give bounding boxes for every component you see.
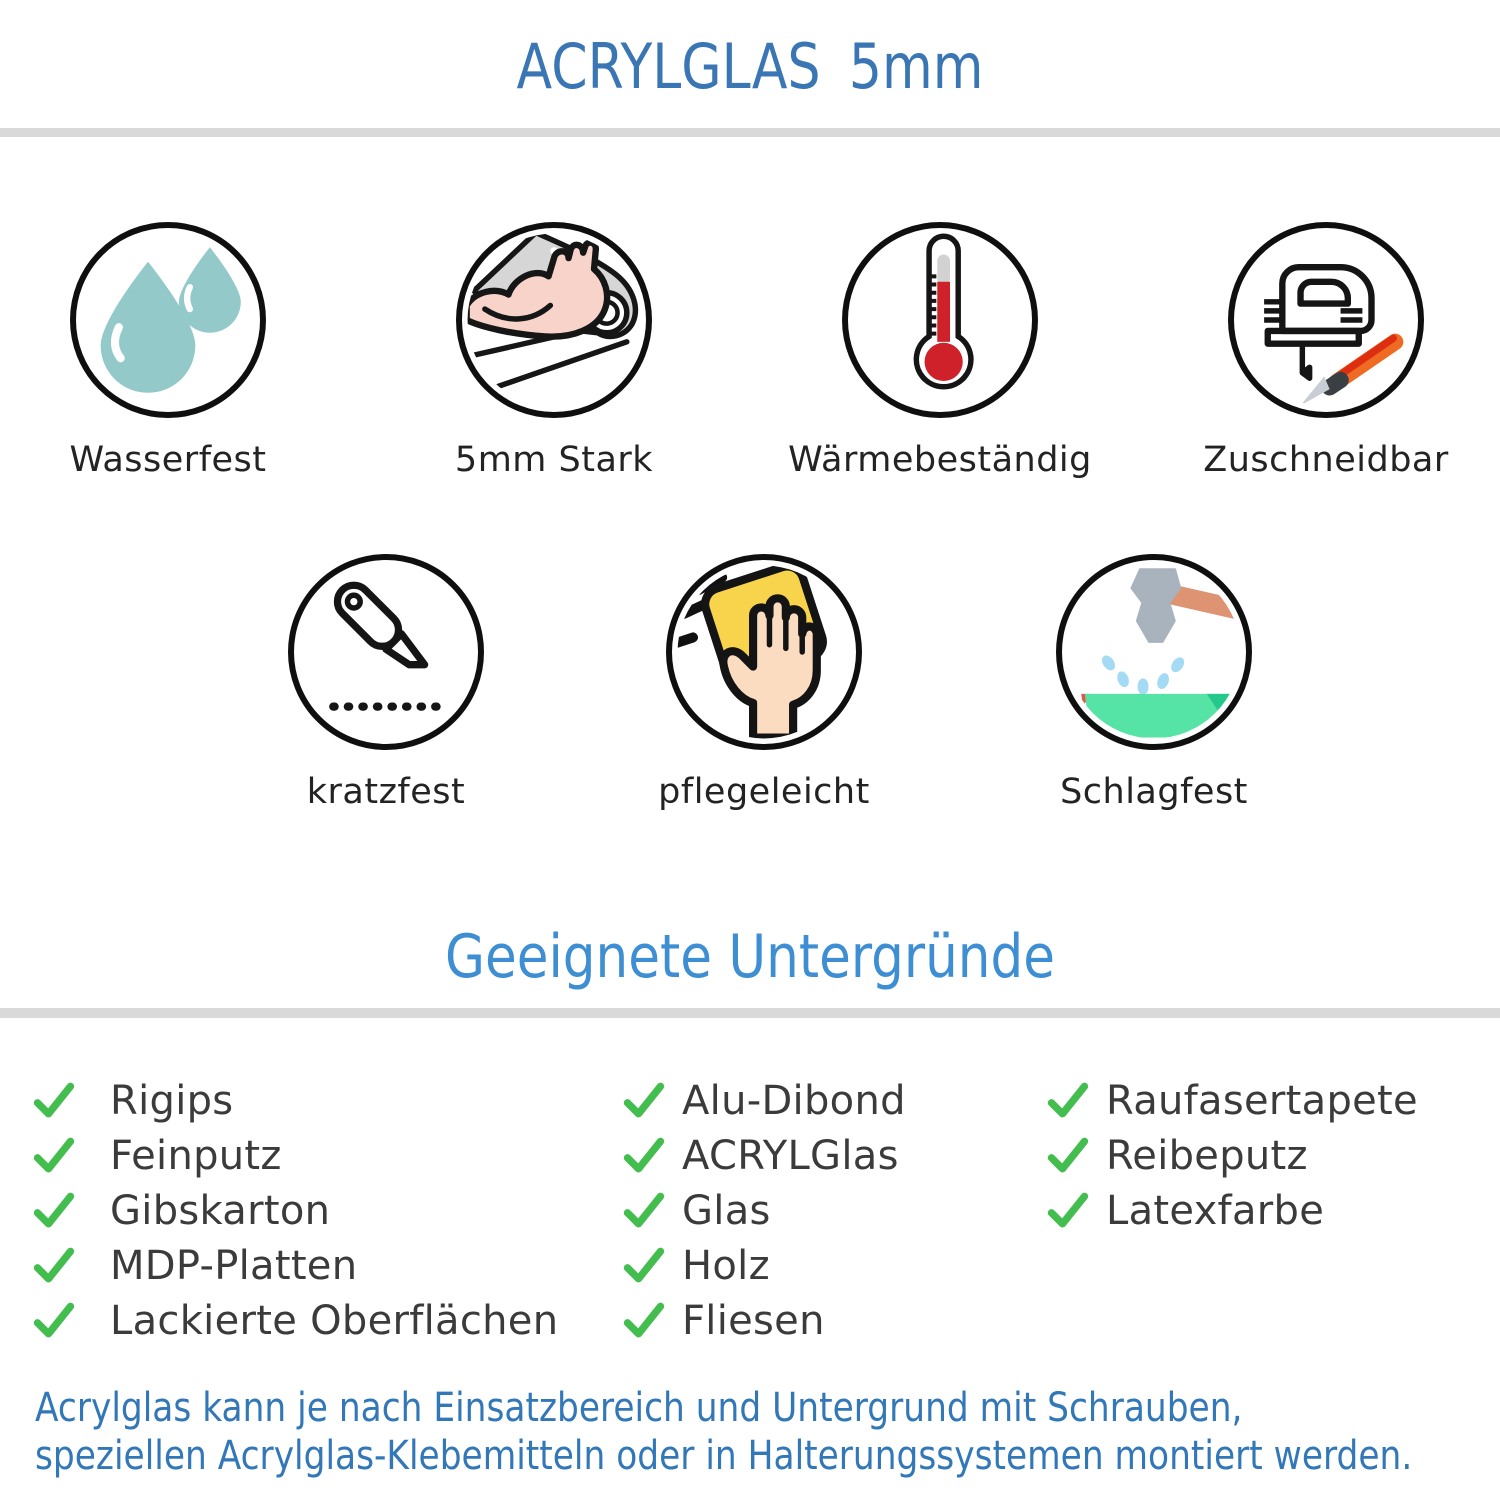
footnote-line-2: speziellen Acrylglas-Klebemitteln oder in Halterungssystemen montiert werden. [35, 1433, 1413, 1479]
substrate-label: Reibeputz [1106, 1132, 1308, 1179]
substrate-item [32, 1183, 558, 1238]
substrate-label: Fliesen [682, 1297, 825, 1344]
thermometer-icon [849, 229, 1031, 411]
check-icon [32, 1134, 76, 1178]
muscle-arm-icon [463, 229, 645, 411]
feature-kratzfest [196, 554, 576, 812]
wiping-hand-icon [673, 561, 855, 743]
substrate-item [32, 1128, 558, 1183]
substrate-item [622, 1183, 906, 1238]
check-icon [32, 1299, 76, 1343]
substrate-label: MDP-Platten [110, 1242, 358, 1289]
feature-label: Wasserfest [69, 440, 267, 480]
feature-label: Wärmebeständig [788, 440, 1092, 480]
feature-label: Zuschneidbar [1203, 440, 1449, 480]
jigsaw-knife-icon [1235, 229, 1417, 411]
check-icon [32, 1079, 76, 1123]
divider-bottom [0, 1008, 1500, 1018]
feature-label: Schlagfest [1060, 772, 1248, 812]
check-icon [622, 1299, 666, 1343]
substrate-item [1046, 1073, 1418, 1128]
check-icon [622, 1244, 666, 1288]
water-drops-icon [77, 229, 259, 411]
substrate-item [32, 1238, 558, 1293]
substrate-column-2 [622, 1073, 906, 1348]
check-icon [622, 1189, 666, 1233]
substrate-item [32, 1293, 558, 1348]
feature-circle [1228, 222, 1424, 418]
feature-pflegeleicht [574, 554, 954, 812]
page-title: ACRYLGLAS 5mm [516, 30, 984, 103]
feature-circle [842, 222, 1038, 418]
feature-waermebestaendig [750, 222, 1130, 480]
feature-circle [288, 554, 484, 750]
feature-circle [70, 222, 266, 418]
substrate-item [622, 1128, 906, 1183]
substrate-label: Latexfarbe [1106, 1187, 1325, 1234]
substrate-column-3 [1046, 1073, 1418, 1238]
divider-top [0, 128, 1500, 137]
feature-zuschneidbar [1136, 222, 1500, 480]
hammer-icon [1063, 561, 1245, 743]
check-icon [1046, 1134, 1090, 1178]
substrate-label: Raufasertapete [1106, 1077, 1418, 1124]
substrate-item [32, 1073, 558, 1128]
substrate-item [622, 1293, 906, 1348]
substrate-item [1046, 1128, 1418, 1183]
feature-circle [1056, 554, 1252, 750]
substrate-label: Rigips [110, 1077, 234, 1124]
feature-5mm-stark [364, 222, 744, 480]
feature-circle [456, 222, 652, 418]
footnote-line-1: Acrylglas kann je nach Einsatzbereich und Untergrund mit Schrauben, [35, 1385, 1243, 1431]
check-icon [32, 1244, 76, 1288]
check-icon [1046, 1189, 1090, 1233]
substrate-item [622, 1238, 906, 1293]
substrate-column-1 [32, 1073, 558, 1348]
feature-circle [666, 554, 862, 750]
check-icon [1046, 1079, 1090, 1123]
check-icon [32, 1189, 76, 1233]
feature-schlagfest [964, 554, 1344, 812]
substrate-label: Gibskarton [110, 1187, 331, 1234]
check-icon [622, 1079, 666, 1123]
feature-wasserfest [0, 222, 358, 480]
substrate-label: Glas [682, 1187, 771, 1234]
substrate-item [1046, 1183, 1418, 1238]
substrate-label: Lackierte Oberflächen [110, 1297, 559, 1344]
substrate-label: Holz [682, 1242, 770, 1289]
feature-label: pflegeleicht [658, 772, 870, 812]
feature-label: kratzfest [306, 772, 466, 812]
feature-label: 5mm Stark [454, 440, 654, 480]
section-title: Geeignete Untergründe [444, 922, 1056, 992]
footnote [35, 1384, 1412, 1480]
check-icon [622, 1134, 666, 1178]
substrate-label: Feinputz [110, 1132, 282, 1179]
substrate-label: ACRYLGlas [682, 1132, 899, 1179]
utility-knife-icon [295, 561, 477, 743]
substrate-item [622, 1073, 906, 1128]
substrate-label: Alu-Dibond [682, 1077, 906, 1124]
